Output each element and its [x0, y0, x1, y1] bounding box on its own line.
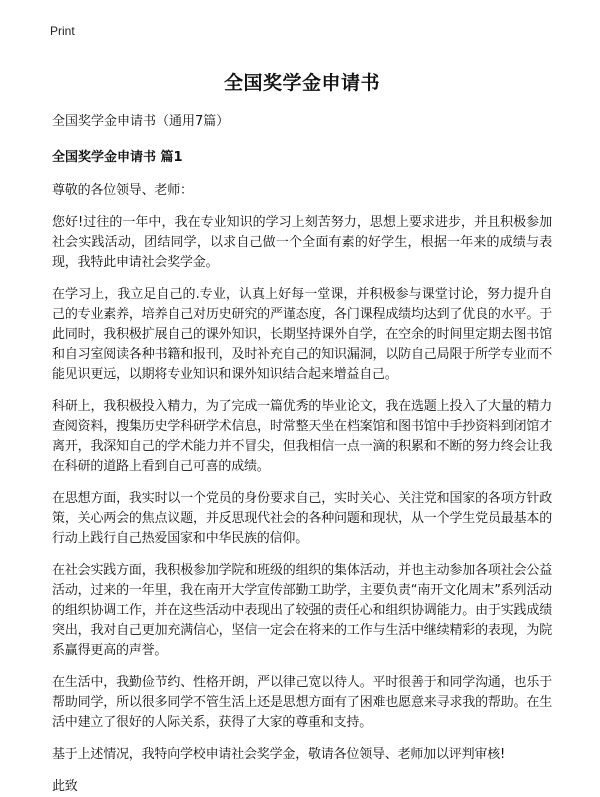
paragraph-study: 在学习上，我立足自己的.专业，认真上好每一堂课，并积极参与课堂讨论，努力提升自己的专业素养，培养自己对历史研究的严谨态度，各门课程成绩均达到了优良的水平。于此同时，我积极扩展自己的课外知识，长期坚持课外自学，在空余的时间里定期去图书馆和自习室阅读各种书籍和报刊，及时补充自己的知识漏洞，以防自己局限于所学专业而不能见识更远，以期将专业知识和课外知识结合起来增益自己。	[52, 287, 552, 382]
section-heading: 全国奖学金申请书 篇1	[52, 150, 183, 165]
paragraph-intro: 您好!过往的一年中，我在专业知识的学习上刻苦努力，思想上要求进步，并且积极参加社会实践活动，团结同学，以求自己做一个全面有素的好学生，根据一年来的成绩与表现，我特此申请社会奖学金。	[52, 215, 552, 270]
salutation: 尊敬的各位领导、老师：	[52, 183, 193, 198]
print-link[interactable]: Print	[50, 24, 75, 38]
paragraph-research: 科研上，我积极投入精力，为了完成一篇优秀的毕业论文，我在选题上投入了大量的精力查阅资料，搜集历史学科研学术信息，时常整天坐在档案馆和图书馆中手抄资料到闭馆才离开，我深知自己的学术能力并不冒尖，但我相信一点一滴的积累和不断的努力终会让我在科研的道路上看到自己可喜的成绩。	[52, 399, 552, 474]
paragraph-request: 基于上述情况，我特向学校申请社会奖学金，敬请各位领导、老师加以评判审核!	[52, 747, 506, 762]
page-title: 全国奖学金申请书	[223, 72, 380, 94]
document-subtitle: 全国奖学金申请书（通用7篇）	[52, 114, 230, 129]
paragraph-ideology: 在思想方面，我实时以一个党员的身份要求自己，实时关心、关注党和国家的各项方针政策，关心两会的焦点议题，并反思现代社会的各种问题和现状，从一个学生党员最基本的行动上践行自己热爱国家和中华民族的信仰。	[52, 491, 552, 546]
paragraph-life: 在生活中，我勤俭节约、性格开朗，严以律己宽以待人。平时很善于和同学沟通，也乐于帮助同学，所以很多同学不管生活上还是思想方面有了困难也愿意来寻求我的帮助。在生活中建立了很好的人际关系，获得了大家的尊重和支持。	[52, 675, 552, 730]
paragraph-social-practice: 在社会实践方面，我积极参加学院和班级的组织的集体活动，并也主动参加各项社会公益活动，过来的一年里，我在南开大学宣传部勤工助学，主要负责“南开文化周末”系列活动的组织协调工作，并在这些活动中表现出了较强的责任心和组织协调能力。由于实践成绩突出，我对自己更加充满信心，坚信一定会在将来的工作与生活中继续精彩的表现，为院系赢得更高的声誉。	[52, 563, 552, 658]
paragraph-closing: 此致	[52, 779, 78, 794]
